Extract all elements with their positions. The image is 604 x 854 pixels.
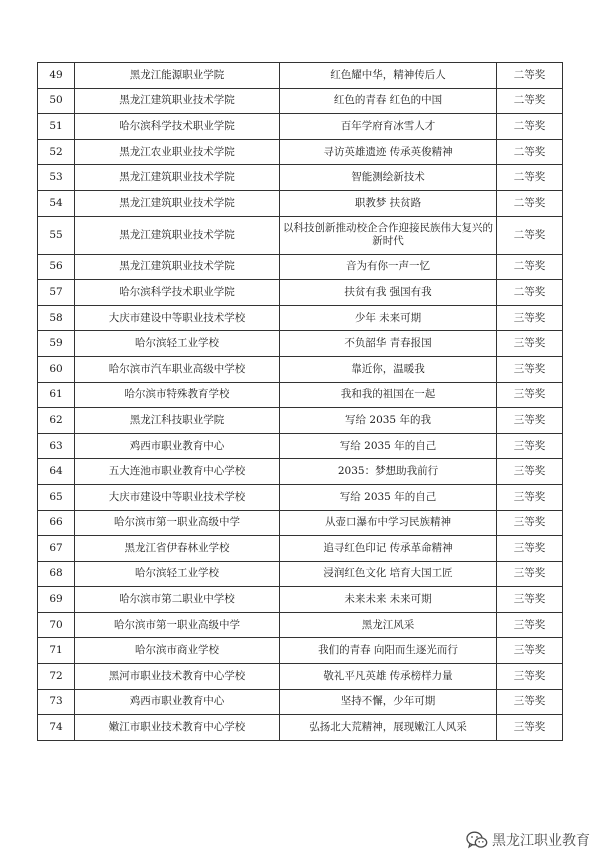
award-level: 三等奖 [497, 433, 563, 459]
table-row [38, 356, 563, 382]
award-level: 三等奖 [497, 331, 563, 357]
award-level: 三等奖 [497, 689, 563, 715]
table-row [38, 587, 563, 613]
school-name: 鸡西市职业教育中心 [75, 689, 280, 715]
row-number: 74 [38, 715, 75, 741]
row-number: 71 [38, 638, 75, 664]
awards-table [37, 62, 563, 741]
row-number: 66 [38, 510, 75, 536]
award-level: 二等奖 [497, 280, 563, 306]
row-number: 59 [38, 331, 75, 357]
table-row [38, 190, 563, 216]
table-row [38, 216, 563, 254]
table-row [38, 433, 563, 459]
table-row [38, 484, 563, 510]
table-row [38, 305, 563, 331]
award-level: 三等奖 [497, 510, 563, 536]
award-level: 二等奖 [497, 216, 563, 254]
work-title: 写给 2035 年的自己 [280, 484, 497, 510]
award-level: 三等奖 [497, 459, 563, 485]
table-row [38, 382, 563, 408]
work-title: 音为有你一声一忆 [280, 254, 497, 280]
table-row [38, 561, 563, 587]
table-row [38, 715, 563, 741]
row-number: 64 [38, 459, 75, 485]
work-title: 以科技创新推动校企合作迎接民族伟大复兴的新时代 [280, 216, 497, 254]
school-name: 哈尔滨市第二职业中学校 [75, 587, 280, 613]
work-title: 敬礼平凡英雄 传承榜样力量 [280, 664, 497, 690]
row-number: 67 [38, 536, 75, 562]
row-number: 58 [38, 305, 75, 331]
table-row [38, 612, 563, 638]
table-row [38, 638, 563, 664]
award-level: 二等奖 [497, 190, 563, 216]
work-title: 我们的青春 向阳而生逐光而行 [280, 638, 497, 664]
school-name: 大庆市建设中等职业技术学校 [75, 484, 280, 510]
table-row [38, 88, 563, 114]
row-number: 70 [38, 612, 75, 638]
row-number: 60 [38, 356, 75, 382]
school-name: 黑龙江农业职业技术学院 [75, 139, 280, 165]
row-number: 68 [38, 561, 75, 587]
work-title: 百年学府育冰雪人才 [280, 114, 497, 140]
table-row [38, 536, 563, 562]
table-row [38, 63, 563, 89]
award-level: 三等奖 [497, 484, 563, 510]
work-title: 红色的青春 红色的中国 [280, 88, 497, 114]
work-title: 少年 未来可期 [280, 305, 497, 331]
school-name: 哈尔滨市汽车职业高级中学校 [75, 356, 280, 382]
watermark-text: 黑龙江职业教育 [492, 833, 590, 849]
table-row [38, 331, 563, 357]
school-name: 哈尔滨轻工业学校 [75, 331, 280, 357]
work-title: 寻访英雄遗迹 传承英俊精神 [280, 139, 497, 165]
work-title: 未来未来 未来可期 [280, 587, 497, 613]
award-level: 三等奖 [497, 408, 563, 434]
award-level: 三等奖 [497, 382, 563, 408]
work-title: 2035：梦想助我前行 [280, 459, 497, 485]
school-name: 哈尔滨市商业学校 [75, 638, 280, 664]
work-title: 坚持不懈，少年可期 [280, 689, 497, 715]
school-name: 黑龙江省伊春林业学校 [75, 536, 280, 562]
work-title: 我和我的祖国在一起 [280, 382, 497, 408]
award-level: 三等奖 [497, 638, 563, 664]
work-title: 智能测绘新技术 [280, 165, 497, 191]
award-level: 二等奖 [497, 165, 563, 191]
watermark [466, 830, 590, 850]
row-number: 65 [38, 484, 75, 510]
school-name: 黑龙江建筑职业技术学院 [75, 254, 280, 280]
row-number: 51 [38, 114, 75, 140]
school-name: 哈尔滨市第一职业高级中学 [75, 510, 280, 536]
table-row [38, 165, 563, 191]
table-row [38, 408, 563, 434]
award-level: 三等奖 [497, 664, 563, 690]
table-row [38, 139, 563, 165]
award-level: 三等奖 [497, 305, 563, 331]
row-number: 62 [38, 408, 75, 434]
row-number: 53 [38, 165, 75, 191]
row-number: 73 [38, 689, 75, 715]
row-number: 63 [38, 433, 75, 459]
work-title: 黑龙江风采 [280, 612, 497, 638]
work-title: 红色耀中华，精神传后人 [280, 63, 497, 89]
school-name: 哈尔滨轻工业学校 [75, 561, 280, 587]
school-name: 黑龙江建筑职业技术学院 [75, 88, 280, 114]
table-row [38, 114, 563, 140]
work-title: 写给 2035 年的自己 [280, 433, 497, 459]
award-level: 二等奖 [497, 88, 563, 114]
table-row [38, 510, 563, 536]
award-level: 三等奖 [497, 612, 563, 638]
school-name: 哈尔滨市特殊教育学校 [75, 382, 280, 408]
award-level: 二等奖 [497, 254, 563, 280]
work-title: 弘扬北大荒精神，展现嫩江人风采 [280, 715, 497, 741]
school-name: 黑龙江能源职业学院 [75, 63, 280, 89]
award-level: 三等奖 [497, 587, 563, 613]
work-title: 不负韶华 青春报国 [280, 331, 497, 357]
work-title: 职教梦 扶贫路 [280, 190, 497, 216]
row-number: 57 [38, 280, 75, 306]
table-row [38, 280, 563, 306]
school-name: 黑龙江建筑职业技术学院 [75, 165, 280, 191]
awards-table-body [38, 63, 563, 741]
row-number: 55 [38, 216, 75, 254]
school-name: 黑河市职业技术教育中心学校 [75, 664, 280, 690]
row-number: 52 [38, 139, 75, 165]
row-number: 72 [38, 664, 75, 690]
row-number: 61 [38, 382, 75, 408]
school-name: 黑龙江建筑职业技术学院 [75, 216, 280, 254]
row-number: 69 [38, 587, 75, 613]
school-name: 大庆市建设中等职业技术学校 [75, 305, 280, 331]
work-title: 浸润红色文化 培育大国工匠 [280, 561, 497, 587]
table-row [38, 664, 563, 690]
award-level: 三等奖 [497, 561, 563, 587]
award-level: 二等奖 [497, 114, 563, 140]
work-title: 靠近你，温暖我 [280, 356, 497, 382]
table-row [38, 689, 563, 715]
award-level: 二等奖 [497, 63, 563, 89]
row-number: 54 [38, 190, 75, 216]
school-name: 五大连池市职业教育中心学校 [75, 459, 280, 485]
award-level: 二等奖 [497, 139, 563, 165]
table-row [38, 254, 563, 280]
school-name: 嫩江市职业技术教育中心学校 [75, 715, 280, 741]
school-name: 哈尔滨科学技术职业学院 [75, 114, 280, 140]
row-number: 49 [38, 63, 75, 89]
work-title: 从壶口瀑布中学习民族精神 [280, 510, 497, 536]
school-name: 鸡西市职业教育中心 [75, 433, 280, 459]
row-number: 50 [38, 88, 75, 114]
school-name: 黑龙江科技职业学院 [75, 408, 280, 434]
wechat-icon [466, 831, 488, 849]
school-name: 哈尔滨市第一职业高级中学 [75, 612, 280, 638]
work-title: 扶贫有我 强国有我 [280, 280, 497, 306]
award-level: 三等奖 [497, 715, 563, 741]
school-name: 黑龙江建筑职业技术学院 [75, 190, 280, 216]
work-title: 写给 2035 年的我 [280, 408, 497, 434]
table-row [38, 459, 563, 485]
school-name: 哈尔滨科学技术职业学院 [75, 280, 280, 306]
award-level: 三等奖 [497, 356, 563, 382]
award-level: 三等奖 [497, 536, 563, 562]
row-number: 56 [38, 254, 75, 280]
work-title: 追寻红色印记 传承革命精神 [280, 536, 497, 562]
